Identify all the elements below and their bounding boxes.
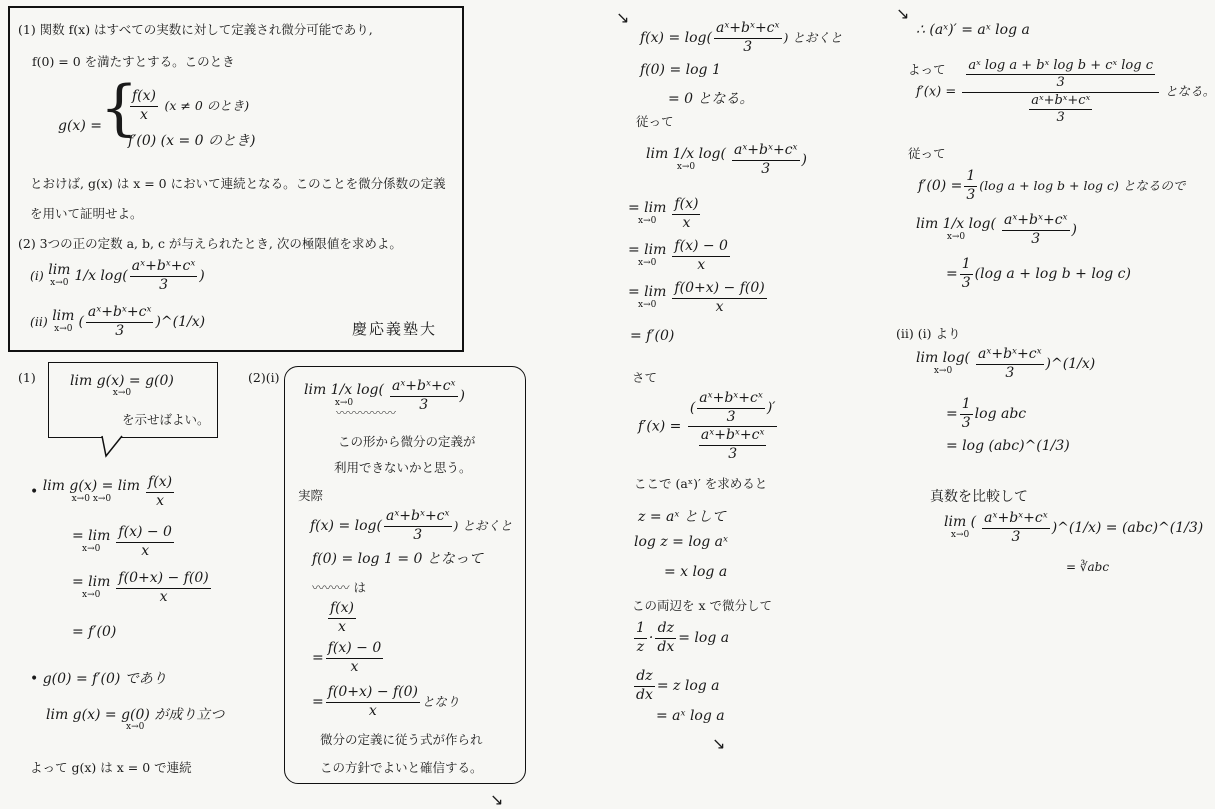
- col3-e3: = lim x→0 $\frac{f(0+x) - f(0)}{x}$: [628, 280, 765, 315]
- problem-2-i: (i) lim x→0 1/x log( $\frac{\text{aˣ+bˣ+cˣ}}{3}$ ): [30, 258, 205, 293]
- col3-z2: log z = log aˣ: [634, 534, 728, 550]
- sol2-f0: f(0) = log 1 = 0 となって: [312, 551, 483, 567]
- g-definition-label: g(x) =: [58, 118, 102, 134]
- problem-1-line1: (1) 関数 f(x) はすべての実数に対して定義され微分可能であり,: [18, 22, 373, 37]
- col4-therefore: ∴ (aˣ)′ = aˣ log a: [916, 22, 1030, 38]
- sol2-note1: この形から微分の定義が: [338, 434, 476, 449]
- col3-ryohen: この両辺を x で微分して: [632, 598, 772, 613]
- col4-yotte: よって: [908, 62, 946, 77]
- col3-f0-2: = 0 となる。: [668, 91, 754, 107]
- problem-2-ii: (ii) lim x→0 ( $\frac{\text{aˣ+bˣ+cˣ}}{3}$ )^(1/x): [30, 304, 206, 339]
- arrow-bottom-mid: ↘: [490, 790, 504, 809]
- col3-koko: ここで (aˣ)′ を求めると: [634, 476, 768, 491]
- col3-e2: = lim x→0 $\frac{f(x) - 0}{x}$: [628, 238, 728, 273]
- col3-z3: = x log a: [664, 564, 728, 580]
- arrow-col3-top: ↘: [616, 8, 630, 27]
- col3-d1: $\frac{1}{z}$ · $\frac{dz}{dx}$ = log a: [636, 620, 730, 655]
- problem-1-line2: f(0) = 0 を満たすとする。このとき: [32, 54, 235, 69]
- col3-d2: $\frac{dz}{dx}$ = z log a: [636, 668, 720, 703]
- col4-final-root: = ∛abc: [1066, 560, 1110, 574]
- sol1-eq3: = lim x→0 $\frac{f(0+x) - f(0)}{x}$: [72, 570, 209, 605]
- col4-ii-lim: lim log( x→0 $\frac{\text{aˣ+bˣ+cˣ}}{3}$ )^(1/x): [916, 346, 1096, 381]
- sol2-end1: 微分の定義に従う式が作られ: [320, 732, 483, 747]
- col3-fp: f′(x) = ( $\frac{\text{aˣ+bˣ+cˣ}}{3}$ )′ $\frac{\text{aˣ+bˣ+cˣ}}{3}$: [638, 390, 776, 462]
- col4-ii-head: (ii) (i) より: [896, 326, 961, 341]
- sol2-q2: = $\frac{f(x) - 0}{x}$: [312, 640, 382, 675]
- problem-1-line4: を用いて証明せよ。: [30, 206, 143, 221]
- sol2-head: lim 1/x log( x→0 $\frac{\text{aˣ+bˣ+cˣ}}{3}$ ): [304, 378, 465, 413]
- col4-f0: f′(0) = $\frac{1}{3}$ (log a + log b + log c) となるので: [918, 168, 1186, 203]
- problem-2-line1: (2) 3つの正の定数 a, b, c が与えられたとき, 次の極限値を求めよ。: [18, 236, 402, 251]
- sol1-conclusion: よって g(x) は x = 0 で連続: [30, 760, 192, 775]
- sol2-fdef: f(x) = log( $\frac{\text{aˣ+bˣ+cˣ}}{3}$ ) とおくと: [310, 508, 513, 543]
- col3-z1: z = aˣ として: [638, 509, 726, 525]
- col4-final: lim ( x→0 $\frac{\text{aˣ+bˣ+cˣ}}{3}$ )^(1/x) = (abc)^(1/3): [944, 510, 1204, 545]
- sol1-b3: lim g(x) = g(0) が成り立つ x→0: [46, 707, 225, 733]
- col4-result: = $\frac{1}{3}$ (log a + log b + log c): [946, 256, 1131, 291]
- col3-sate: さて: [632, 370, 658, 385]
- sol2-jissai: 実際: [298, 488, 324, 503]
- col4-ii-e2: = log (abc)^(1/3): [946, 438, 1070, 454]
- problem-1-line3: とおけば, g(x) は x = 0 において連続となる。このことを微分係数の定義: [30, 176, 446, 191]
- sol2-q3: = $\frac{f(0+x) - f(0)}{x}$ となり: [312, 684, 460, 719]
- col3-shitagatte: 従って: [636, 114, 674, 129]
- g-case-2: f′(0) (x = 0 のとき): [128, 133, 256, 149]
- sol1-eq4: = f′(0): [72, 624, 117, 640]
- callout-lim: lim g(x) = g(0) x→0: [70, 373, 174, 399]
- col3-d3: = aˣ log a: [656, 708, 725, 724]
- solution-2-label: (2)(i): [248, 370, 280, 385]
- col4-shitagatte: 従って: [908, 146, 946, 161]
- callout-text: を示せばよい。: [122, 412, 210, 427]
- strategy-box: [284, 366, 526, 784]
- arrow-col3-bottom: ↘: [712, 734, 726, 753]
- callout-pointer: [100, 436, 130, 460]
- university-name: 慶応義塾大: [352, 320, 438, 338]
- col4-lim: lim 1/x log( x→0 $\frac{\text{aˣ+bˣ+cˣ}}{3}$ ): [916, 212, 1077, 247]
- sol2-end2: この方針でよいと確信する。: [320, 760, 483, 775]
- col3-e1: = lim x→0 $\frac{f(x)}{x}$: [628, 196, 699, 231]
- sol2-wavy-underline: 〰〰〰〰〰: [336, 406, 397, 420]
- arrow-col4-top: ↘: [896, 4, 910, 23]
- sol2-wave-ha: 〰〰〰 は: [312, 580, 366, 595]
- sol2-q1: $\frac{f(x)}{x}$: [330, 600, 355, 635]
- col4-fp: f′(x) = $\frac{\frac{\text{aˣ log a + bˣ log b + cˣ log c}}{3}}{\frac{\text{aˣ+bˣ+cˣ}}{3}}$ となる。: [916, 58, 1215, 125]
- col3-lim1: lim 1/x log( x→0 $\frac{\text{aˣ+bˣ+cˣ}}{3}$ ): [646, 142, 807, 177]
- col4-shinsu: 真数を比較して: [930, 489, 1028, 505]
- solution-1-label: (1): [18, 370, 36, 385]
- sol1-eq1: • lim g(x) = lim x→0 x→0 $\frac{f(x)}{x}$: [30, 474, 173, 509]
- col3-f0-1: f(0) = log 1: [640, 62, 721, 78]
- sol1-b2: • g(0) = f′(0) であり: [30, 671, 167, 687]
- g-case-brace: {: [100, 73, 139, 143]
- sol1-eq2: = lim x→0 $\frac{f(x) - 0}{x}$: [72, 524, 172, 559]
- sol2-note2: 利用できないかと思う。: [334, 460, 472, 475]
- g-case-1: $\frac{f(x)}{x}$ (x ≠ 0 のとき): [132, 88, 250, 123]
- col3-e4: = f′(0): [630, 328, 675, 344]
- col4-ii-e1: = $\frac{1}{3}$ log abc: [946, 396, 1027, 431]
- col3-fdef: f(x) = log( $\frac{\text{aˣ+bˣ+cˣ}}{3}$ ) とおくと: [640, 20, 843, 55]
